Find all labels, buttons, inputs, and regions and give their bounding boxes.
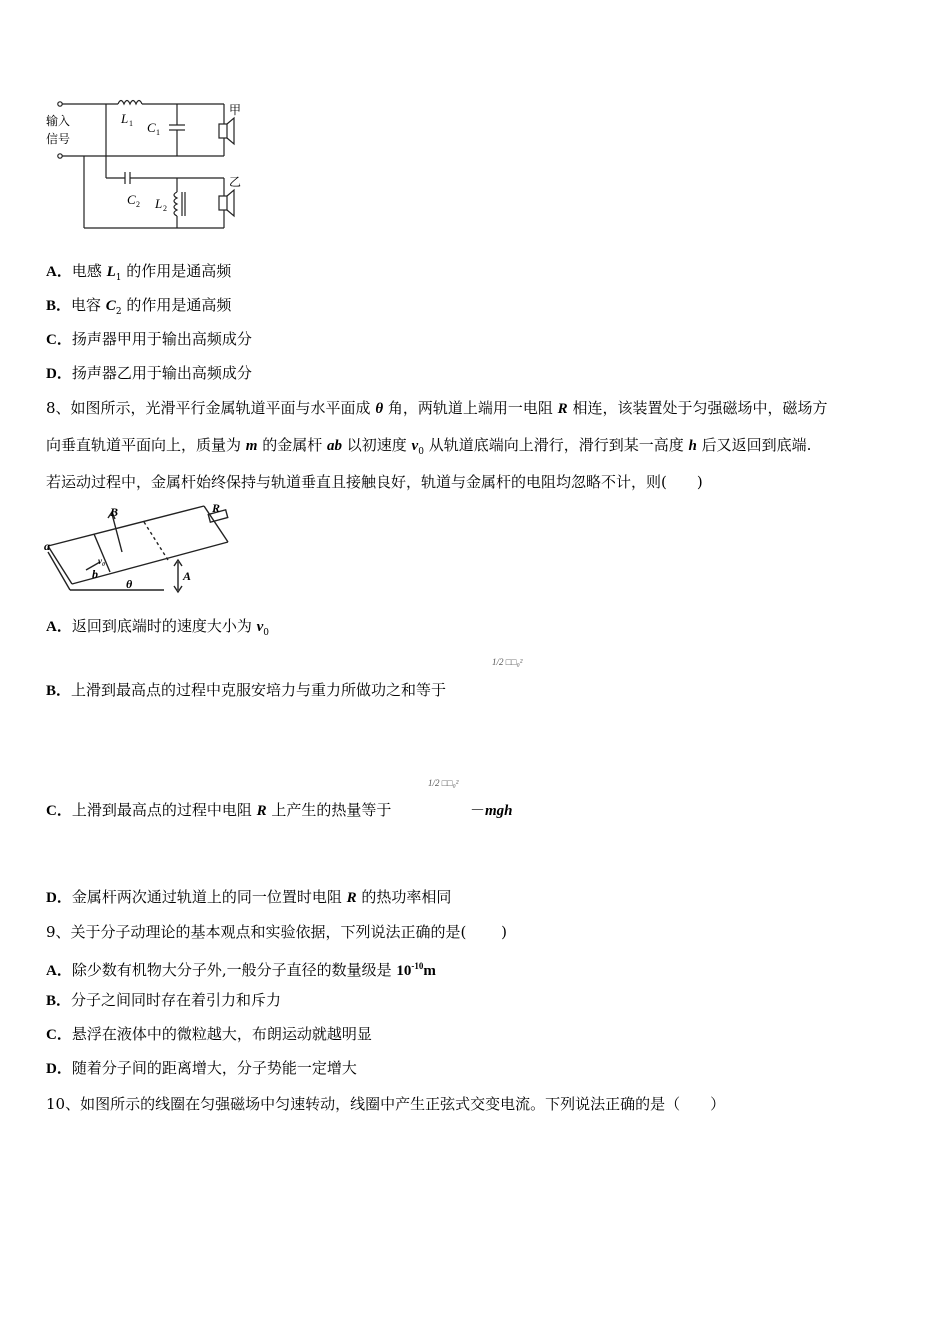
q9-stem: 9、关于分子动理论的基本观点和实验依据，下列说法正确的是( ) [46, 923, 508, 941]
q8-stem-line2: 向垂直轨道平面向上，质量为 m 的金属杆 ab 以初速度 $v_0$ 从轨道底端向上滑行，滑行到某一高度 h 后又返回到底端. [46, 436, 812, 457]
fig-b-end: b [92, 567, 98, 581]
fig-b-field: B [110, 505, 119, 519]
fig-v0: v₀ [98, 556, 106, 566]
speaker-b-label: 乙 [229, 175, 242, 189]
q8-option-c: C．上滑到最高点的过程中电阻 R 上产生的热量等于 [46, 801, 392, 819]
q7-option-a: A．电感 $L_1$ 的作用是通高频 [46, 262, 232, 283]
input-label-2: 信号 [46, 132, 71, 146]
q9-option-a: A．除少数有机物大分子外,一般分子直径的数量级是 $10^{-10}m$ [46, 961, 436, 979]
c2-sub: 2 [136, 200, 140, 209]
l1-sub: 1 [129, 119, 133, 128]
q9-option-c: C．悬浮在液体中的微粒越大，布朗运动就越明显 [46, 1025, 372, 1043]
fig-r: R [212, 502, 221, 515]
c2-label: C [127, 192, 136, 207]
q7-option-b: B．电容 $C_2$ 的作用是通高频 [46, 296, 232, 317]
input-label-1: 输入 [46, 114, 71, 128]
q8-option-c-formula: 1/2 □□₀² [428, 778, 459, 788]
circuit-diagram [40, 92, 250, 237]
q7-option-c: C．扬声器甲用于输出高频成分 [46, 330, 252, 348]
rail-figure [44, 502, 239, 597]
q7-option-d: D．扬声器乙用于输出高频成分 [46, 364, 252, 382]
l2-label: L [155, 196, 163, 211]
q9-option-b: B．分子之间同时存在着引力和斥力 [46, 991, 282, 1009]
q8-option-a: A．返回到底端时的速度大小为 $v_0$ [46, 617, 270, 638]
q8-option-b-formula: 1/2 □□₀² [492, 657, 523, 667]
l2-sub: 2 [163, 204, 167, 213]
q9-option-d: D．随着分子间的距离增大，分子势能一定增大 [46, 1059, 357, 1077]
fig-a-arrow: A [183, 569, 192, 583]
fig-a-end: a [44, 539, 50, 553]
c1-sub: 1 [156, 128, 160, 137]
speaker-a-label: 甲 [229, 103, 242, 117]
c1-label: C [147, 120, 156, 135]
q8-stem-line1: 8、如图所示，光滑平行金属轨道平面与水平面成 θ 角，两轨道上端用一电阻 R 相连，该装置处于匀强磁场中，磁场方 [46, 399, 828, 417]
q8-option-b: B．上滑到最高点的过程中克服安培力与重力所做功之和等于 [46, 681, 447, 699]
fig-theta: θ [126, 577, 133, 591]
l1-label: L [121, 111, 129, 126]
q8-option-c-tail: －mgh [470, 801, 513, 819]
q8-stem-line3: 若运动过程中，金属杆始终保持与轨道垂直且接触良好，轨道与金属杆的电阻均忽略不计，则( ) [46, 473, 703, 491]
q8-option-d: D．金属杆两次通过轨道上的同一位置时电阻 R 的热功率相同 [46, 888, 452, 906]
q10-stem: 10、如图所示的线圈在匀强磁场中匀速转动，线圈中产生正弦式交变电流。下列说法正确的是（ ） [46, 1095, 726, 1113]
